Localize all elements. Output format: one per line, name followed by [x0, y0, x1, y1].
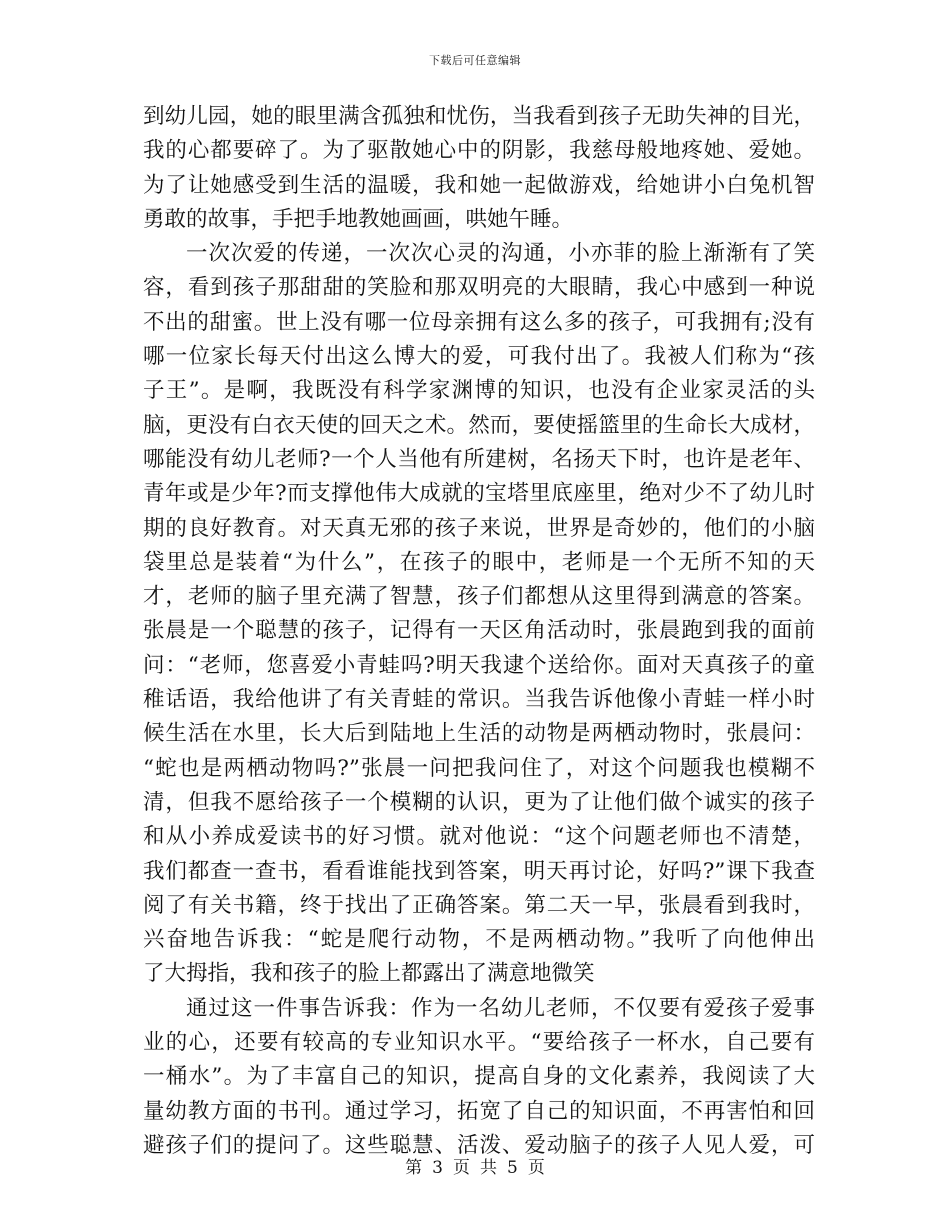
- text-line: 清，但我不愿给孩子一个模糊的认识，更为了让他们做个诚实的孩子: [143, 789, 815, 815]
- text-line: 避孩子们的提问了。这些聪慧、活泼、爱动脑子的孩子人见人爱，可: [143, 1132, 815, 1158]
- text-line: 勇敢的故事，手把手地教她画画，哄她午睡。: [143, 206, 574, 232]
- text-line: 期的良好教育。对天真无邪的孩子来说，世界是奇妙的，他们的小脑: [143, 515, 815, 541]
- text-line: 张晨是一个聪慧的孩子，记得有一天区角活动时，张晨跑到我的面前: [143, 618, 815, 644]
- text-line: 到幼儿园，她的眼里满含孤独和忧伤，当我看到孩子无助失神的目光，: [143, 104, 815, 129]
- text-line: 我的心都要碎了。为了驱散她心中的阴影，我慈母般地疼她、爱她。: [143, 138, 815, 164]
- text-line: 青年或是少年?而支撑他伟大成就的宝塔里底座里，绝对少不了幼儿时: [143, 481, 815, 507]
- text-line: 一桶水”。为了丰富自己的知识，提高自身的文化素养，我阅读了大: [143, 1064, 815, 1090]
- text-line: “蛇也是两栖动物吗?”张晨一问把我问住了，对这个问题我也模糊不: [143, 755, 815, 781]
- text-line: 阅了有关书籍，终于找出了正确答案。第二天一早，张晨看到我时，: [143, 892, 815, 918]
- text-line: 脑，更没有白衣天使的回天之术。然而，要使摇篮里的生命长大成材，: [143, 412, 815, 438]
- text-line: 袋里总是装着“为什么”，在孩子的眼中，老师是一个无所不知的天: [143, 549, 815, 575]
- text-line: 通过这一件事告诉我：作为一名幼儿老师，不仅要有爱孩子爱事: [186, 995, 815, 1021]
- text-line: 候生活在水里，长大后到陆地上生活的动物是两栖动物时，张晨问：: [143, 721, 815, 747]
- text-line: 为了让她感受到生活的温暖，我和她一起做游戏，给她讲小白兔机智: [143, 172, 815, 198]
- text-line: 业的心，还要有较高的专业知识水平。“要给孩子一杯水，自己要有: [143, 1030, 815, 1056]
- page-label-mid: 页: [453, 1158, 470, 1178]
- text-line: 子王”。是啊，我既没有科学家渊博的知识，也没有企业家灵活的头: [143, 378, 815, 404]
- page-number: 3: [432, 1158, 443, 1178]
- text-line: 才，老师的脑子里充满了智慧，孩子们都想从这里得到满意的答案。: [143, 584, 815, 610]
- text-line: 我们都查一查书，看看谁能找到答案，明天再讨论，好吗?”课下我查: [143, 858, 815, 884]
- page-label-suffix: 页: [527, 1158, 545, 1178]
- page-footer: [0, 1153, 950, 1178]
- header-note: 下载后可任意编辑: [429, 54, 521, 67]
- text-line: 量幼教方面的书刊。通过学习，拓宽了自己的知识面，不再害怕和回: [143, 1098, 815, 1124]
- text-line: 容，看到孩子那甜甜的笑脸和那双明亮的大眼睛，我心中感到一种说: [143, 275, 815, 301]
- text-line: 哪一位家长每天付出这么博大的爱，可我付出了。我被人们称为“孩: [143, 344, 815, 370]
- text-line: 兴奋地告诉我：“蛇是爬行动物，不是两栖动物。”我听了向他伸出: [143, 927, 815, 953]
- text-line: 一次次爱的传递，一次次心灵的沟通，小亦菲的脸上渐渐有了笑: [186, 241, 815, 267]
- text-line: 问：“老师，您喜爱小青蛙吗?明天我逮个送给你。面对天真孩子的童: [143, 652, 815, 678]
- text-line: 和从小养成爱读书的好习惯。就对他说：“这个问题老师也不清楚，: [143, 824, 815, 850]
- text-line: 了大拇指，我和孩子的脸上都露出了满意地微笑: [143, 961, 595, 987]
- page-label-prefix: 第: [405, 1158, 423, 1178]
- document-body: [143, 100, 815, 1163]
- text-line: 不出的甜蜜。世上没有哪一位母亲拥有这么多的孩子，可我拥有;没有: [143, 309, 815, 335]
- text-line: 哪能没有幼儿老师?一个人当他有所建树，名扬天下时，也许是老年、: [143, 446, 815, 472]
- total-pages: 5: [507, 1158, 518, 1178]
- text-line: 稚话语，我给他讲了有关青蛙的常识。当我告诉他像小青蛙一样小时: [143, 687, 815, 713]
- total-label: 共: [480, 1158, 497, 1178]
